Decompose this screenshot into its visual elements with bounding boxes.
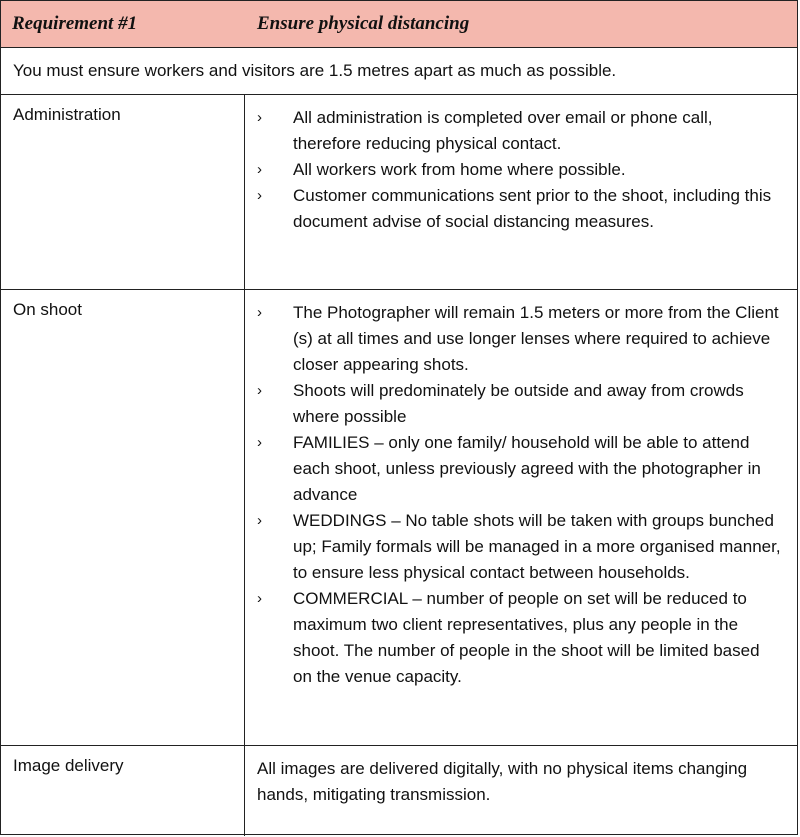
requirement-number: Requirement #1 <box>12 13 138 34</box>
list-item-text: FAMILIES – only one family/ household will be able to attend each shoot, unless previously agreed with the photographer in advance <box>293 433 761 504</box>
list-item-text: All workers work from home where possible. <box>293 160 626 179</box>
row-content <box>245 95 797 289</box>
chevron-right-icon: › <box>257 109 262 126</box>
row-label: Image delivery <box>1 746 245 836</box>
chevron-right-icon: › <box>257 382 262 399</box>
intro-text: You must ensure workers and visitors are 1.5 metres apart as much as possible. <box>1 48 797 95</box>
row-content <box>245 746 797 836</box>
table-row-image-delivery <box>1 746 797 836</box>
chevron-right-icon: › <box>257 590 262 607</box>
list-item <box>257 586 781 690</box>
table-row-administration <box>1 95 797 290</box>
chevron-right-icon: › <box>257 512 262 529</box>
list-item-text: COMMERCIAL – number of people on set will be reduced to maximum two client representatives, plus any people in the shoot. The number of people in the shoot will be limited based on the venue capacity. <box>293 589 760 686</box>
row-label: Administration <box>1 95 245 289</box>
list-item-text: Shoots will predominately be outside and away from crowds where possible <box>293 381 744 426</box>
list-item-text: WEDDINGS – No table shots will be taken with groups bunched up; Family formals will be managed in a more organised manner, to ensure less physical contact between households. <box>293 511 781 582</box>
list-item <box>257 508 781 586</box>
row-text: All images are delivered digitally, with no physical items changing hands, mitigating transmission. <box>257 759 748 804</box>
chevron-right-icon: › <box>257 434 262 451</box>
list-item <box>257 105 781 157</box>
chevron-right-icon: › <box>257 304 262 321</box>
list-item <box>257 157 781 183</box>
list-item-text: Customer communications sent prior to the shoot, including this document advise of social distancing measures. <box>293 186 772 231</box>
bullet-list <box>257 300 781 690</box>
list-item <box>257 430 781 508</box>
table-row-on-shoot <box>1 290 797 746</box>
list-item-text: All administration is completed over email or phone call, therefore reducing physical contact. <box>293 108 713 153</box>
chevron-right-icon: › <box>257 161 262 178</box>
list-item <box>257 378 781 430</box>
list-item <box>257 300 781 378</box>
bullet-list <box>257 105 781 235</box>
table-header <box>1 1 797 48</box>
list-item-text: The Photographer will remain 1.5 meters or more from the Client (s) at all times and use longer lenses where required to achieve closer appearing shots. <box>293 303 779 374</box>
row-content <box>245 290 797 745</box>
row-label: On shoot <box>1 290 245 745</box>
chevron-right-icon: › <box>257 187 262 204</box>
requirement-title: Ensure physical distancing <box>257 13 470 34</box>
list-item <box>257 183 781 235</box>
